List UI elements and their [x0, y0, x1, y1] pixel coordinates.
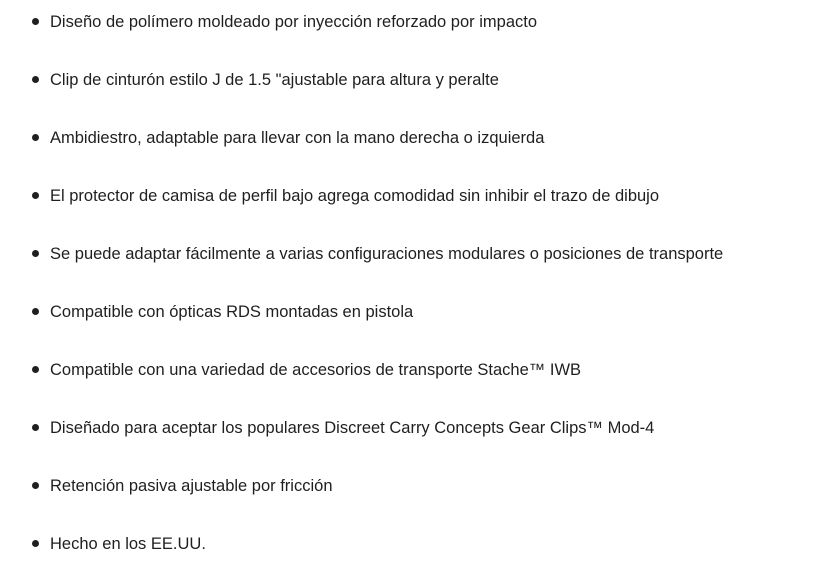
bullet-icon [32, 540, 39, 547]
bullet-icon [32, 18, 39, 25]
list-item-text: Retención pasiva ajustable por fricción [50, 477, 333, 495]
bullet-icon [32, 424, 39, 431]
list-item-text: Se puede adaptar fácilmente a varias configuraciones modulares o posiciones de transporte [50, 245, 724, 263]
list-item-text: Ambidiestro, adaptable para llevar con la mano derecha o izquierda [50, 129, 545, 147]
list-item-text: Clip de cinturón estilo J de 1.5 "ajustable para altura y peralte [50, 71, 499, 89]
bullet-icon [32, 76, 39, 83]
list-item-text: Compatible con una variedad de accesorios de transporte Stache™ IWB [50, 361, 582, 379]
list-item-text: Hecho en los EE.UU. [50, 535, 206, 553]
bullet-icon [32, 482, 39, 489]
bullet-icon [32, 192, 39, 199]
bullet-icon [32, 134, 39, 141]
bullet-icon [32, 308, 39, 315]
bullet-icon [32, 250, 39, 257]
list-item-text: Diseño de polímero moldeado por inyección reforzado por impacto [50, 13, 538, 31]
list-item-text: Diseñado para aceptar los populares Discreet Carry Concepts Gear Clips™ Mod-4 [50, 419, 655, 437]
bullet-icon [32, 366, 39, 373]
list-item-text: Compatible con ópticas RDS montadas en pistola [50, 303, 414, 321]
list-item-text: El protector de camisa de perfil bajo agrega comodidad sin inhibir el trazo de dibujo [50, 187, 660, 205]
